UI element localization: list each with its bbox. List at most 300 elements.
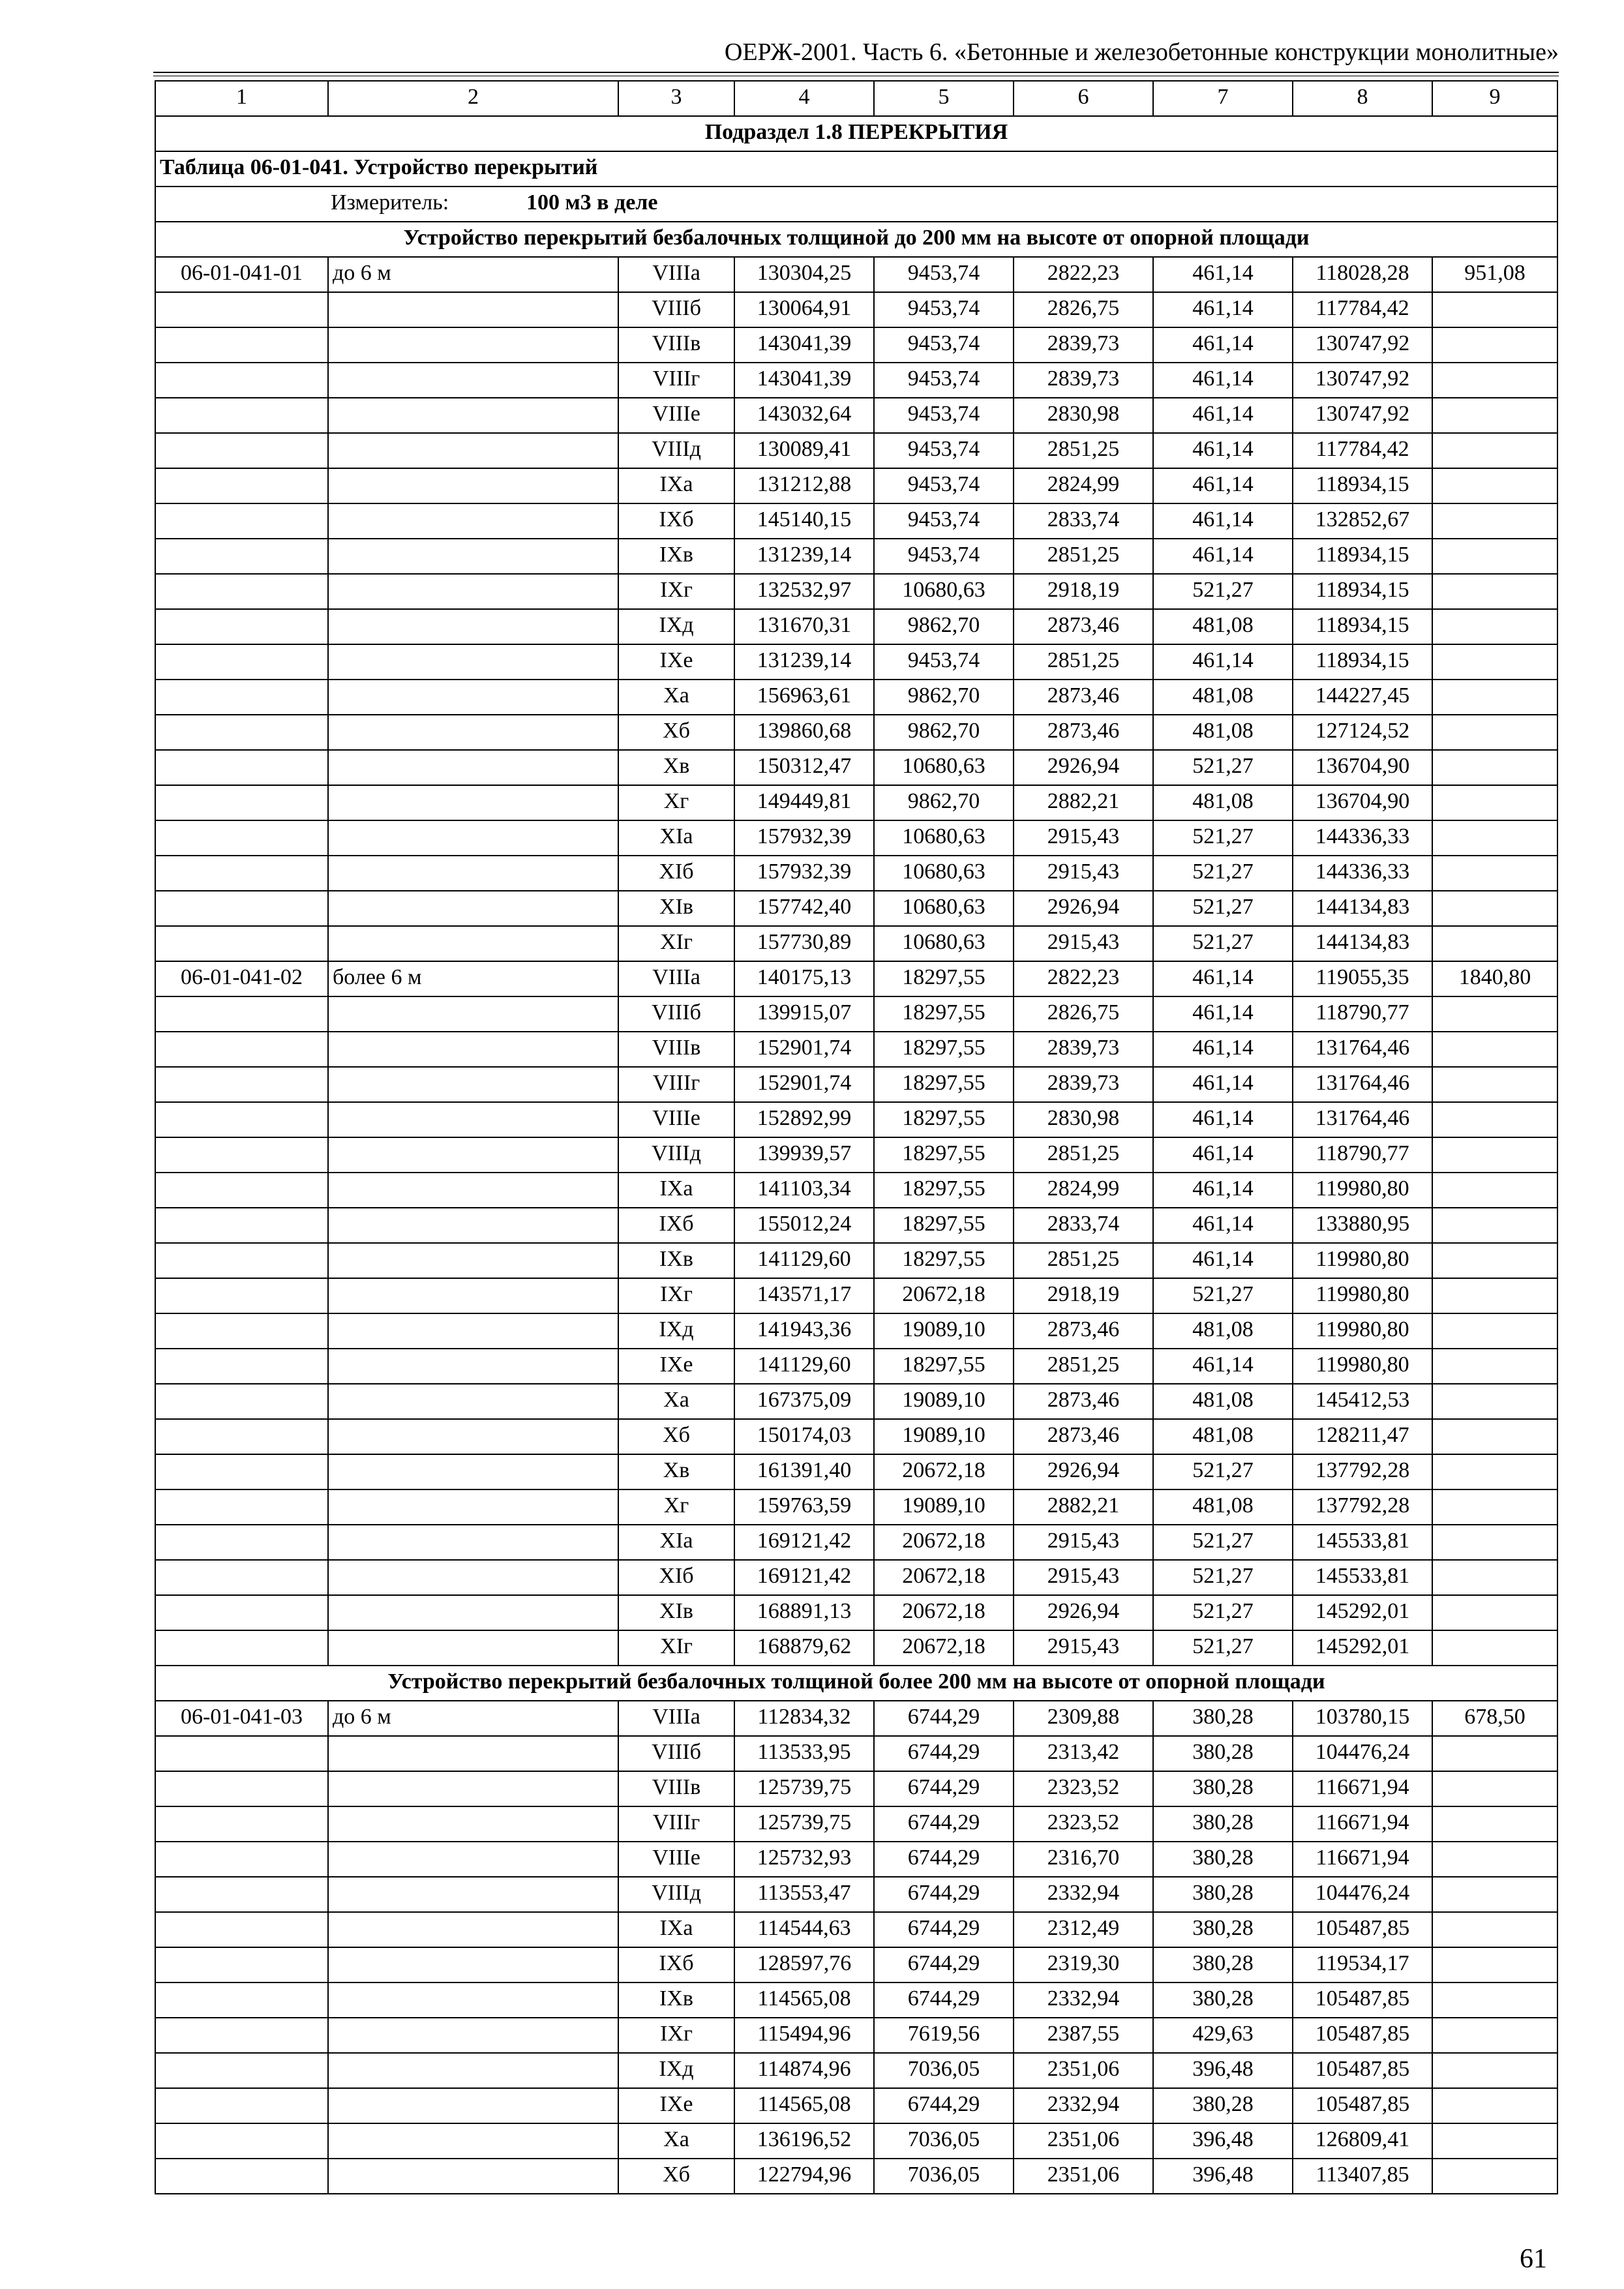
machine-cost: 2873,46: [1014, 609, 1153, 644]
labor-hours: [1432, 1419, 1557, 1454]
rate-code: [155, 1137, 328, 1173]
region-zone: Xа: [618, 2123, 734, 2159]
machine-cost: 2833,74: [1014, 503, 1153, 539]
region-zone: IXе: [618, 644, 734, 680]
materials-cost: 145533,81: [1293, 1525, 1432, 1560]
machinist-wages: 481,08: [1153, 1313, 1293, 1349]
table-row: [155, 644, 1557, 680]
table-row: [155, 1560, 1557, 1595]
machine-cost: 2926,94: [1014, 750, 1153, 785]
work-name: [328, 363, 618, 398]
machinist-wages: 461,14: [1153, 398, 1293, 433]
total-cost: 169121,42: [734, 1560, 874, 1595]
materials-cost: 128211,47: [1293, 1419, 1432, 1454]
rate-code: [155, 1736, 328, 1771]
total-cost: 114565,08: [734, 2088, 874, 2123]
labor-cost: 9453,74: [874, 398, 1014, 433]
rate-code: [155, 856, 328, 891]
region-zone: XIа: [618, 1525, 734, 1560]
table-title-row: [155, 151, 1557, 187]
machinist-wages: 380,28: [1153, 1736, 1293, 1771]
labor-hours: [1432, 2088, 1557, 2123]
materials-cost: 118934,15: [1293, 468, 1432, 503]
rate-code: [155, 292, 328, 327]
labor-hours: [1432, 1806, 1557, 1842]
labor-cost: 20672,18: [874, 1454, 1014, 1489]
machine-cost: 2387,55: [1014, 2018, 1153, 2053]
region-zone: Xг: [618, 785, 734, 820]
machinist-wages: 481,08: [1153, 785, 1293, 820]
table-row: [155, 961, 1557, 996]
materials-cost: 118934,15: [1293, 574, 1432, 609]
meter-value: 100 м3 в деле: [526, 190, 658, 215]
labor-cost: 6744,29: [874, 1842, 1014, 1877]
materials-cost: 118790,77: [1293, 996, 1432, 1032]
region-zone: Xб: [618, 2159, 734, 2194]
labor-hours: [1432, 433, 1557, 468]
labor-cost: 9862,70: [874, 785, 1014, 820]
labor-hours: [1432, 398, 1557, 433]
work-name: [328, 609, 618, 644]
work-name: [328, 1454, 618, 1489]
rate-code: [155, 1313, 328, 1349]
section-title-row: [155, 1666, 1557, 1701]
region-zone: VIIIв: [618, 1771, 734, 1806]
labor-cost: 18297,55: [874, 1137, 1014, 1173]
rate-code: [155, 1595, 328, 1630]
table-row: [155, 1208, 1557, 1243]
total-cost: 169121,42: [734, 1525, 874, 1560]
labor-cost: 9453,74: [874, 468, 1014, 503]
materials-cost: 145292,01: [1293, 1595, 1432, 1630]
machinist-wages: 521,27: [1153, 1595, 1293, 1630]
total-cost: 136196,52: [734, 2123, 874, 2159]
table-row: [155, 468, 1557, 503]
labor-hours: [1432, 1595, 1557, 1630]
machine-cost: 2323,52: [1014, 1771, 1153, 1806]
materials-cost: 116671,94: [1293, 1771, 1432, 1806]
region-zone: Xб: [618, 715, 734, 750]
work-name: [328, 1806, 618, 1842]
work-name: [328, 1173, 618, 1208]
region-zone: Xв: [618, 750, 734, 785]
materials-cost: 116671,94: [1293, 1806, 1432, 1842]
work-name: [328, 1525, 618, 1560]
materials-cost: 144134,83: [1293, 891, 1432, 926]
work-name: [328, 996, 618, 1032]
labor-cost: 18297,55: [874, 1349, 1014, 1384]
machine-cost: 2839,73: [1014, 327, 1153, 363]
region-zone: Xа: [618, 680, 734, 715]
machine-cost: 2319,30: [1014, 1947, 1153, 1982]
labor-hours: [1432, 1102, 1557, 1137]
machinist-wages: 380,28: [1153, 1982, 1293, 2018]
materials-cost: 144336,33: [1293, 820, 1432, 856]
materials-cost: 104476,24: [1293, 1736, 1432, 1771]
labor-cost: 18297,55: [874, 1243, 1014, 1278]
machine-cost: 2873,46: [1014, 1313, 1153, 1349]
machine-cost: 2332,94: [1014, 2088, 1153, 2123]
labor-cost: 9862,70: [874, 680, 1014, 715]
materials-cost: 119980,80: [1293, 1278, 1432, 1313]
column-number-row: [155, 81, 1557, 116]
total-cost: 122794,96: [734, 2159, 874, 2194]
labor-hours: [1432, 1278, 1557, 1313]
region-zone: VIIIг: [618, 363, 734, 398]
labor-cost: 10680,63: [874, 750, 1014, 785]
table-row: [155, 257, 1557, 292]
total-cost: 152892,99: [734, 1102, 874, 1137]
work-name: более 6 м: [328, 961, 618, 996]
materials-cost: 133880,95: [1293, 1208, 1432, 1243]
machine-cost: 2915,43: [1014, 1560, 1153, 1595]
labor-hours: [1432, 1736, 1557, 1771]
machine-cost: 2312,49: [1014, 1912, 1153, 1947]
total-cost: 161391,40: [734, 1454, 874, 1489]
machinist-wages: 380,28: [1153, 1806, 1293, 1842]
table-row: [155, 856, 1557, 891]
labor-cost: 9453,74: [874, 292, 1014, 327]
materials-cost: 131764,46: [1293, 1067, 1432, 1102]
materials-cost: 131764,46: [1293, 1032, 1432, 1067]
total-cost: 149449,81: [734, 785, 874, 820]
materials-cost: 105487,85: [1293, 1982, 1432, 2018]
machinist-wages: 461,14: [1153, 1032, 1293, 1067]
rates-table-body: [155, 81, 1557, 2194]
work-name: [328, 398, 618, 433]
labor-hours: [1432, 503, 1557, 539]
rate-code: [155, 2159, 328, 2194]
materials-cost: 119980,80: [1293, 1313, 1432, 1349]
total-cost: 143041,39: [734, 327, 874, 363]
labor-hours: [1432, 1489, 1557, 1525]
labor-hours: [1432, 715, 1557, 750]
labor-hours: [1432, 2053, 1557, 2088]
work-name: [328, 820, 618, 856]
labor-cost: 20672,18: [874, 1278, 1014, 1313]
materials-cost: 117784,42: [1293, 292, 1432, 327]
work-name: [328, 1032, 618, 1067]
labor-hours: [1432, 1173, 1557, 1208]
work-name: [328, 750, 618, 785]
table-row: [155, 1349, 1557, 1384]
total-cost: 141129,60: [734, 1349, 874, 1384]
region-zone: Xа: [618, 1384, 734, 1419]
materials-cost: 145533,81: [1293, 1560, 1432, 1595]
labor-cost: 10680,63: [874, 891, 1014, 926]
table-row: [155, 1173, 1557, 1208]
machinist-wages: 461,14: [1153, 1243, 1293, 1278]
materials-cost: 118934,15: [1293, 539, 1432, 574]
labor-hours: [1432, 1947, 1557, 1982]
labor-cost: 6744,29: [874, 1806, 1014, 1842]
materials-cost: 118934,15: [1293, 644, 1432, 680]
rate-code: [155, 2123, 328, 2159]
machine-cost: 2824,99: [1014, 468, 1153, 503]
rate-code: [155, 1173, 328, 1208]
machinist-wages: 461,14: [1153, 292, 1293, 327]
labor-cost: 7036,05: [874, 2123, 1014, 2159]
labor-hours: [1432, 1313, 1557, 1349]
rate-code: [155, 715, 328, 750]
machinist-wages: 396,48: [1153, 2053, 1293, 2088]
section-title-row: [155, 222, 1557, 257]
total-cost: 139915,07: [734, 996, 874, 1032]
materials-cost: 126809,41: [1293, 2123, 1432, 2159]
rates-table: [155, 80, 1558, 2194]
column-number: 1: [155, 81, 328, 116]
labor-hours: [1432, 1208, 1557, 1243]
materials-cost: 131764,46: [1293, 1102, 1432, 1137]
labor-cost: 19089,10: [874, 1313, 1014, 1349]
total-cost: 145140,15: [734, 503, 874, 539]
labor-hours: [1432, 856, 1557, 891]
table-row: [155, 785, 1557, 820]
table-row: [155, 1736, 1557, 1771]
table-row: [155, 1243, 1557, 1278]
total-cost: 112834,32: [734, 1701, 874, 1736]
region-zone: IXб: [618, 1947, 734, 1982]
region-zone: VIIIв: [618, 327, 734, 363]
labor-hours: [1432, 1067, 1557, 1102]
work-name: до 6 м: [328, 1701, 618, 1736]
table-row: [155, 1313, 1557, 1349]
rate-code: [155, 1454, 328, 1489]
total-cost: 168891,13: [734, 1595, 874, 1630]
machine-cost: 2351,06: [1014, 2123, 1153, 2159]
rate-code: [155, 398, 328, 433]
work-name: [328, 503, 618, 539]
labor-cost: 9453,74: [874, 257, 1014, 292]
labor-cost: 18297,55: [874, 1208, 1014, 1243]
work-name: [328, 1243, 618, 1278]
region-zone: IXд: [618, 609, 734, 644]
rate-code: [155, 1560, 328, 1595]
machine-cost: 2332,94: [1014, 1982, 1153, 2018]
table-row: [155, 1947, 1557, 1982]
machinist-wages: 521,27: [1153, 1454, 1293, 1489]
region-zone: VIIIа: [618, 257, 734, 292]
machinist-wages: 461,14: [1153, 1208, 1293, 1243]
work-name: [328, 785, 618, 820]
materials-cost: 119980,80: [1293, 1349, 1432, 1384]
labor-hours: [1432, 468, 1557, 503]
materials-cost: 118790,77: [1293, 1137, 1432, 1173]
total-cost: 131239,14: [734, 644, 874, 680]
region-zone: VIIIд: [618, 1137, 734, 1173]
machine-cost: 2833,74: [1014, 1208, 1153, 1243]
work-name: [328, 1842, 618, 1877]
machinist-wages: 481,08: [1153, 1384, 1293, 1419]
region-zone: IXв: [618, 539, 734, 574]
total-cost: 167375,09: [734, 1384, 874, 1419]
work-name: [328, 891, 618, 926]
region-zone: IXб: [618, 1208, 734, 1243]
region-zone: XIг: [618, 1630, 734, 1666]
machine-cost: 2822,23: [1014, 257, 1153, 292]
work-name: [328, 2123, 618, 2159]
region-zone: VIIIб: [618, 996, 734, 1032]
labor-cost: 7036,05: [874, 2053, 1014, 2088]
work-name: [328, 1912, 618, 1947]
machinist-wages: 521,27: [1153, 820, 1293, 856]
table-row: [155, 1982, 1557, 2018]
labor-hours: [1432, 327, 1557, 363]
labor-hours: [1432, 926, 1557, 961]
labor-cost: 6744,29: [874, 1701, 1014, 1736]
machine-cost: 2851,25: [1014, 1243, 1153, 1278]
rate-code: [155, 926, 328, 961]
materials-cost: 144227,45: [1293, 680, 1432, 715]
labor-cost: 10680,63: [874, 574, 1014, 609]
total-cost: 130089,41: [734, 433, 874, 468]
region-zone: VIIIе: [618, 1842, 734, 1877]
region-zone: XIа: [618, 820, 734, 856]
labor-cost: 9453,74: [874, 433, 1014, 468]
work-name: [328, 2159, 618, 2194]
section-title: Устройство перекрытий безбалочных толщиной более 200 мм на высоте от опорной площади: [155, 1666, 1557, 1701]
work-name: [328, 1208, 618, 1243]
rate-code: [155, 1032, 328, 1067]
region-zone: VIIIа: [618, 1701, 734, 1736]
table-row: [155, 292, 1557, 327]
document-header: ОЕРЖ-2001. Часть 6. «Бетонные и железобетонные конструкции монолитные»: [724, 38, 1559, 66]
labor-cost: 20672,18: [874, 1525, 1014, 1560]
total-cost: 152901,74: [734, 1032, 874, 1067]
labor-cost: 9453,74: [874, 363, 1014, 398]
materials-cost: 105487,85: [1293, 1912, 1432, 1947]
column-number: 4: [734, 81, 874, 116]
table-title: Таблица 06-01-041. Устройство перекрытий: [155, 151, 1557, 187]
table-row: [155, 398, 1557, 433]
machinist-wages: 461,14: [1153, 996, 1293, 1032]
machinist-wages: 521,27: [1153, 1525, 1293, 1560]
machine-cost: 2351,06: [1014, 2159, 1153, 2194]
page-number: 61: [1520, 2244, 1547, 2274]
table-row: [155, 715, 1557, 750]
labor-cost: 6744,29: [874, 1912, 1014, 1947]
region-zone: XIг: [618, 926, 734, 961]
labor-hours: [1432, 750, 1557, 785]
rate-code: [155, 574, 328, 609]
machine-cost: 2826,75: [1014, 996, 1153, 1032]
machinist-wages: 380,28: [1153, 1771, 1293, 1806]
labor-cost: 9862,70: [874, 715, 1014, 750]
rate-code: [155, 503, 328, 539]
materials-cost: 145292,01: [1293, 1630, 1432, 1666]
materials-cost: 116671,94: [1293, 1842, 1432, 1877]
table-row: [155, 1032, 1557, 1067]
labor-hours: [1432, 292, 1557, 327]
rate-code: 06-01-041-02: [155, 961, 328, 996]
labor-hours: [1432, 2123, 1557, 2159]
column-number: 8: [1293, 81, 1432, 116]
work-name: [328, 680, 618, 715]
labor-hours: [1432, 785, 1557, 820]
machine-cost: 2839,73: [1014, 1032, 1153, 1067]
machine-cost: 2915,43: [1014, 1630, 1153, 1666]
rate-code: [155, 1630, 328, 1666]
total-cost: 114565,08: [734, 1982, 874, 2018]
labor-hours: [1432, 996, 1557, 1032]
rate-code: [155, 1806, 328, 1842]
table-row: [155, 433, 1557, 468]
table-row: [155, 1102, 1557, 1137]
work-name: [328, 1102, 618, 1137]
labor-hours: [1432, 1349, 1557, 1384]
labor-hours: [1432, 1384, 1557, 1419]
rate-code: [155, 539, 328, 574]
machine-cost: 2873,46: [1014, 680, 1153, 715]
table-row: [155, 1137, 1557, 1173]
region-zone: VIIIе: [618, 398, 734, 433]
total-cost: 139860,68: [734, 715, 874, 750]
total-cost: 125739,75: [734, 1771, 874, 1806]
rate-code: 06-01-041-01: [155, 257, 328, 292]
labor-cost: 19089,10: [874, 1419, 1014, 1454]
labor-hours: [1432, 1771, 1557, 1806]
region-zone: IXа: [618, 468, 734, 503]
labor-hours: [1432, 1630, 1557, 1666]
total-cost: 143041,39: [734, 363, 874, 398]
column-number: 6: [1014, 81, 1153, 116]
labor-hours: [1432, 820, 1557, 856]
total-cost: 130064,91: [734, 292, 874, 327]
table-row: [155, 891, 1557, 926]
rate-code: [155, 1208, 328, 1243]
rate-code: [155, 2018, 328, 2053]
materials-cost: 105487,85: [1293, 2018, 1432, 2053]
region-zone: IXг: [618, 1278, 734, 1313]
machine-cost: 2882,21: [1014, 1489, 1153, 1525]
column-number: 3: [618, 81, 734, 116]
work-name: [328, 327, 618, 363]
materials-cost: 130747,92: [1293, 327, 1432, 363]
table-row: [155, 1419, 1557, 1454]
machinist-wages: 461,14: [1153, 1102, 1293, 1137]
machinist-wages: 481,08: [1153, 1489, 1293, 1525]
machine-cost: 2851,25: [1014, 1137, 1153, 1173]
table-row: [155, 1278, 1557, 1313]
work-name: [328, 644, 618, 680]
labor-cost: 18297,55: [874, 1032, 1014, 1067]
work-name: [328, 2053, 618, 2088]
labor-cost: 19089,10: [874, 1489, 1014, 1525]
total-cost: 156963,61: [734, 680, 874, 715]
region-zone: IXа: [618, 1173, 734, 1208]
region-zone: Xв: [618, 1454, 734, 1489]
labor-hours: [1432, 1877, 1557, 1912]
rate-code: [155, 2088, 328, 2123]
labor-cost: 10680,63: [874, 926, 1014, 961]
machinist-wages: 461,14: [1153, 539, 1293, 574]
rate-code: [155, 433, 328, 468]
table-row: [155, 1595, 1557, 1630]
labor-cost: 20672,18: [874, 1560, 1014, 1595]
machinist-wages: 380,28: [1153, 1701, 1293, 1736]
total-cost: 143571,17: [734, 1278, 874, 1313]
machinist-wages: 481,08: [1153, 715, 1293, 750]
machinist-wages: 461,14: [1153, 1173, 1293, 1208]
rate-code: [155, 644, 328, 680]
machine-cost: 2824,99: [1014, 1173, 1153, 1208]
rate-code: [155, 996, 328, 1032]
total-cost: 150312,47: [734, 750, 874, 785]
materials-cost: 132852,67: [1293, 503, 1432, 539]
labor-cost: 18297,55: [874, 1067, 1014, 1102]
rate-code: [155, 1067, 328, 1102]
region-zone: IXд: [618, 2053, 734, 2088]
